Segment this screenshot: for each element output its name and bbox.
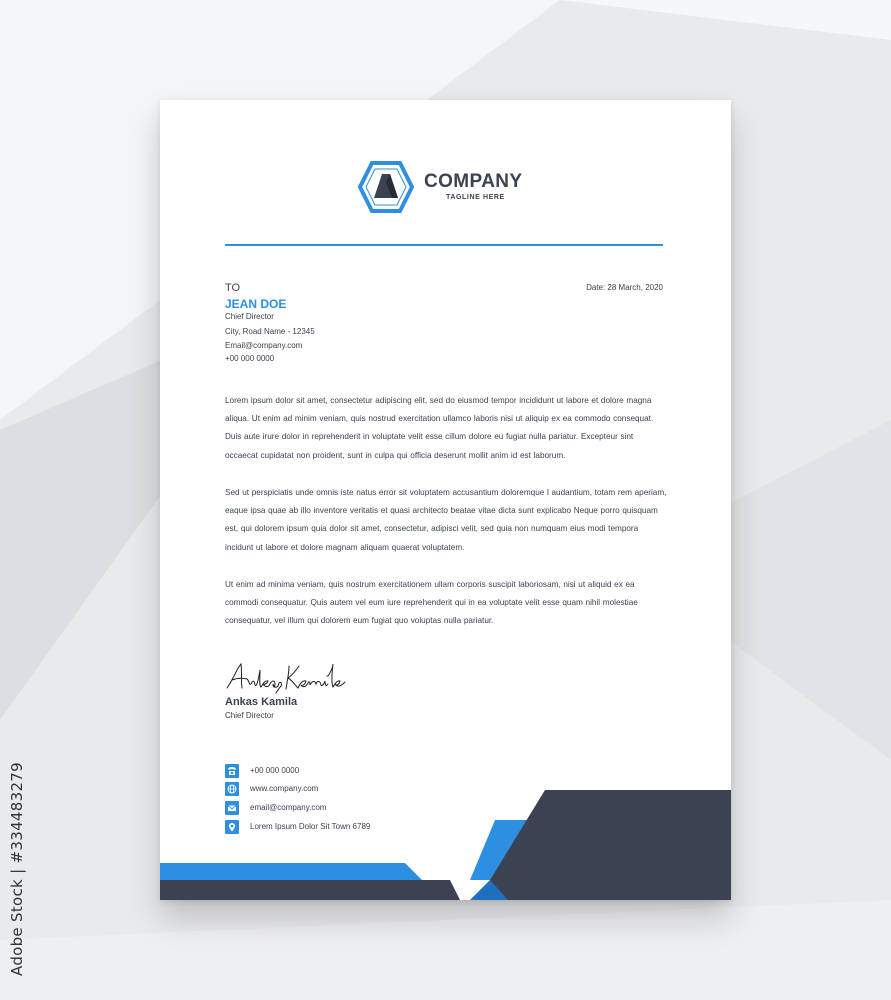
company-name: COMPANY [424,171,523,192]
recipient-email: Email@company.com [225,341,303,350]
contact-email-text: email@company.com [250,803,327,812]
contact-address-text: Lorem Ipsum Dolor Sit Town 6789 [250,822,371,831]
letterhead-page [160,100,731,900]
location-pin-icon [225,820,239,834]
stock-id-watermark: Adobe Stock | #334483279 [8,762,26,976]
recipient-title: Chief Director [225,312,274,321]
company-tagline: TAGLINE HERE [446,194,505,201]
recipient-phone: +00 000 0000 [225,354,275,363]
letter-date: Date: 28 March, 2020 [586,283,663,292]
phone-icon [225,764,239,778]
recipient-address: City, Road Name - 12345 [225,327,315,336]
body-paragraph: Sed ut perspiciatis unde omnis iste natus error sit voluptatem accusantium doloremque l audantium, totam rem aperiam, eaque ipsa quae ab illo inventore veritatis et quasi architecto beatae vitae dicta sunt explicabo Neque porro quisquam est, qui dolorem ipsum quia dolor sit amet, consectetur, adipisci velit, sed quia non numquam eius modi tempora incidunt ut labore et dolore magnam aliquam quaerat voluptatem. [225,488,667,552]
signer-title: Chief Director [225,711,274,720]
footer-decoration [160,100,731,900]
signer-name: Ankas Kamila [225,696,298,708]
globe-icon [225,782,239,796]
contact-phone-text: +00 000 0000 [250,766,300,775]
to-label: TO [225,282,241,294]
body-paragraph: Ut enim ad minima veniam, quis nostrum exercitationem ullam corporis suscipit laboriosam, nisi ut aliquid ex ea commodi consequatur. Quis autem vel eum iure reprehenderit qui in ea voluptate velit esse quam nihil molestiae consequatur, vel illum qui dolorem eum fugiat quo voluptas nulla pariatur. [225,580,638,626]
recipient-name: JEAN DOE [225,297,287,311]
contact-website-text: www.company.com [250,784,319,793]
mail-icon [225,801,239,815]
body-paragraph: Lorem ipsum dolor sit amet, consectetur adipiscing elit, sed do eiusmod tempor incididunt ut labore et dolore magna aliqua. Ut enim ad minim veniam, quis nostrud exercitation ullamco laboris nisi ut aliquip ex ea commodo consequat. Duis aute irure dolor in reprehenderit in voluptate velit esse cillum dolore eu fugiat nulla pariatur. Excepteur sint occaecat cupidatat non proident, sunt in culpa qui officia deserunt mollit anim id est laborum. [225,396,654,460]
